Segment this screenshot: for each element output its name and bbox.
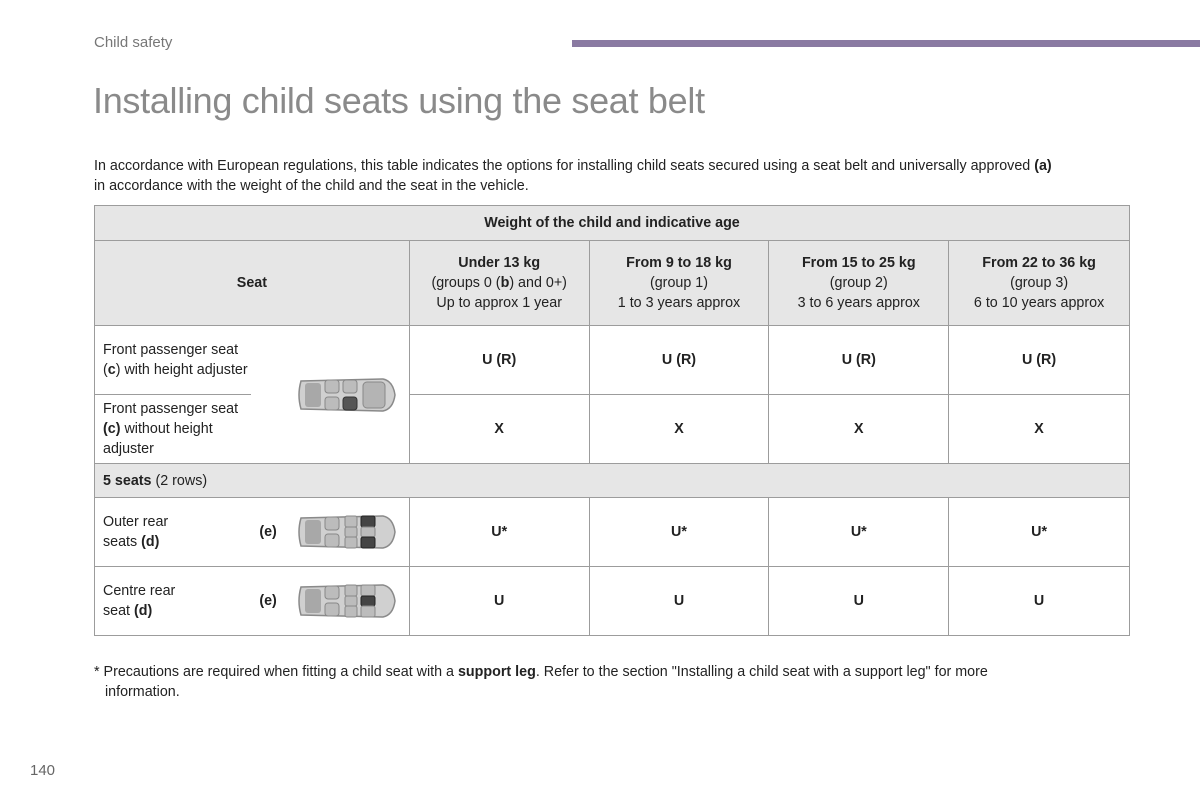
footnote-ref: (e) [259,523,277,540]
table-cell: U* [409,498,589,567]
seat-column-header: Seat [95,241,410,326]
car-top-view-icon [295,508,397,556]
table-cell: U (R) [949,326,1130,395]
weight-column-header: From 15 to 25 kg (group 2) 3 to 6 years approx [769,241,949,326]
table-cell: U* [769,498,949,567]
section-title: Child safety [94,34,173,51]
table-cell: U [769,567,949,636]
weight-column-header: Under 13 kg (groups 0 (b) and 0+) Up to approx 1 year [409,241,589,326]
table-cell: U [589,567,769,636]
table-cell: X [769,395,949,464]
footnote-ref: (e) [259,592,277,609]
table-cell: X [949,395,1130,464]
table-cell: U [409,567,589,636]
weight-column-header: From 9 to 18 kg (group 1) 1 to 3 years approx [589,241,769,326]
header-accent-bar [572,40,1200,47]
row-label-centre-rear: Centre rear seat (d) (e) [95,567,410,636]
footnote: * Precautions are required when fitting a child seat with a support leg. Refer to the section "Installing a child seat with a support leg" for more information. [94,664,988,700]
table-cell: U (R) [409,326,589,395]
table-header-weight: Weight of the child and indicative age [95,206,1130,241]
table-cell: U (R) [589,326,769,395]
table-cell: U [949,567,1130,636]
intro-ref: (a) [1034,158,1052,174]
table-cell: U* [949,498,1130,567]
weight-column-header: From 22 to 36 kg (group 3) 6 to 10 years approx [949,241,1130,326]
intro-paragraph [94,156,1139,196]
row-label-front-adjuster: Front passenger seat (c) with height adjuster [95,326,252,395]
child-seat-table [94,205,1130,636]
intro-text-2: in accordance with the weight of the child and the seat in the vehicle. [94,178,529,194]
car-top-view-icon [295,371,397,419]
table-cell: U (R) [769,326,949,395]
car-top-view-icon [295,577,397,625]
table-cell: U* [589,498,769,567]
front-seat-car-diagram [251,326,409,464]
table-cell: X [409,395,589,464]
row-label-outer-rear: Outer rear seats (d) (e) [95,498,410,567]
page-number: 140 [30,762,56,779]
table-cell: X [589,395,769,464]
intro-text: In accordance with European regulations, this table indicates the options for installing child seats secured using a seat belt and universally approved [94,158,1035,174]
group-row-5-seats: 5 seats (2 rows) [95,464,1130,498]
row-label-front-no-adjuster: Front passenger seat (c) without height adjuster [95,395,252,464]
page-title: Installing child seats using the seat belt [93,80,705,121]
